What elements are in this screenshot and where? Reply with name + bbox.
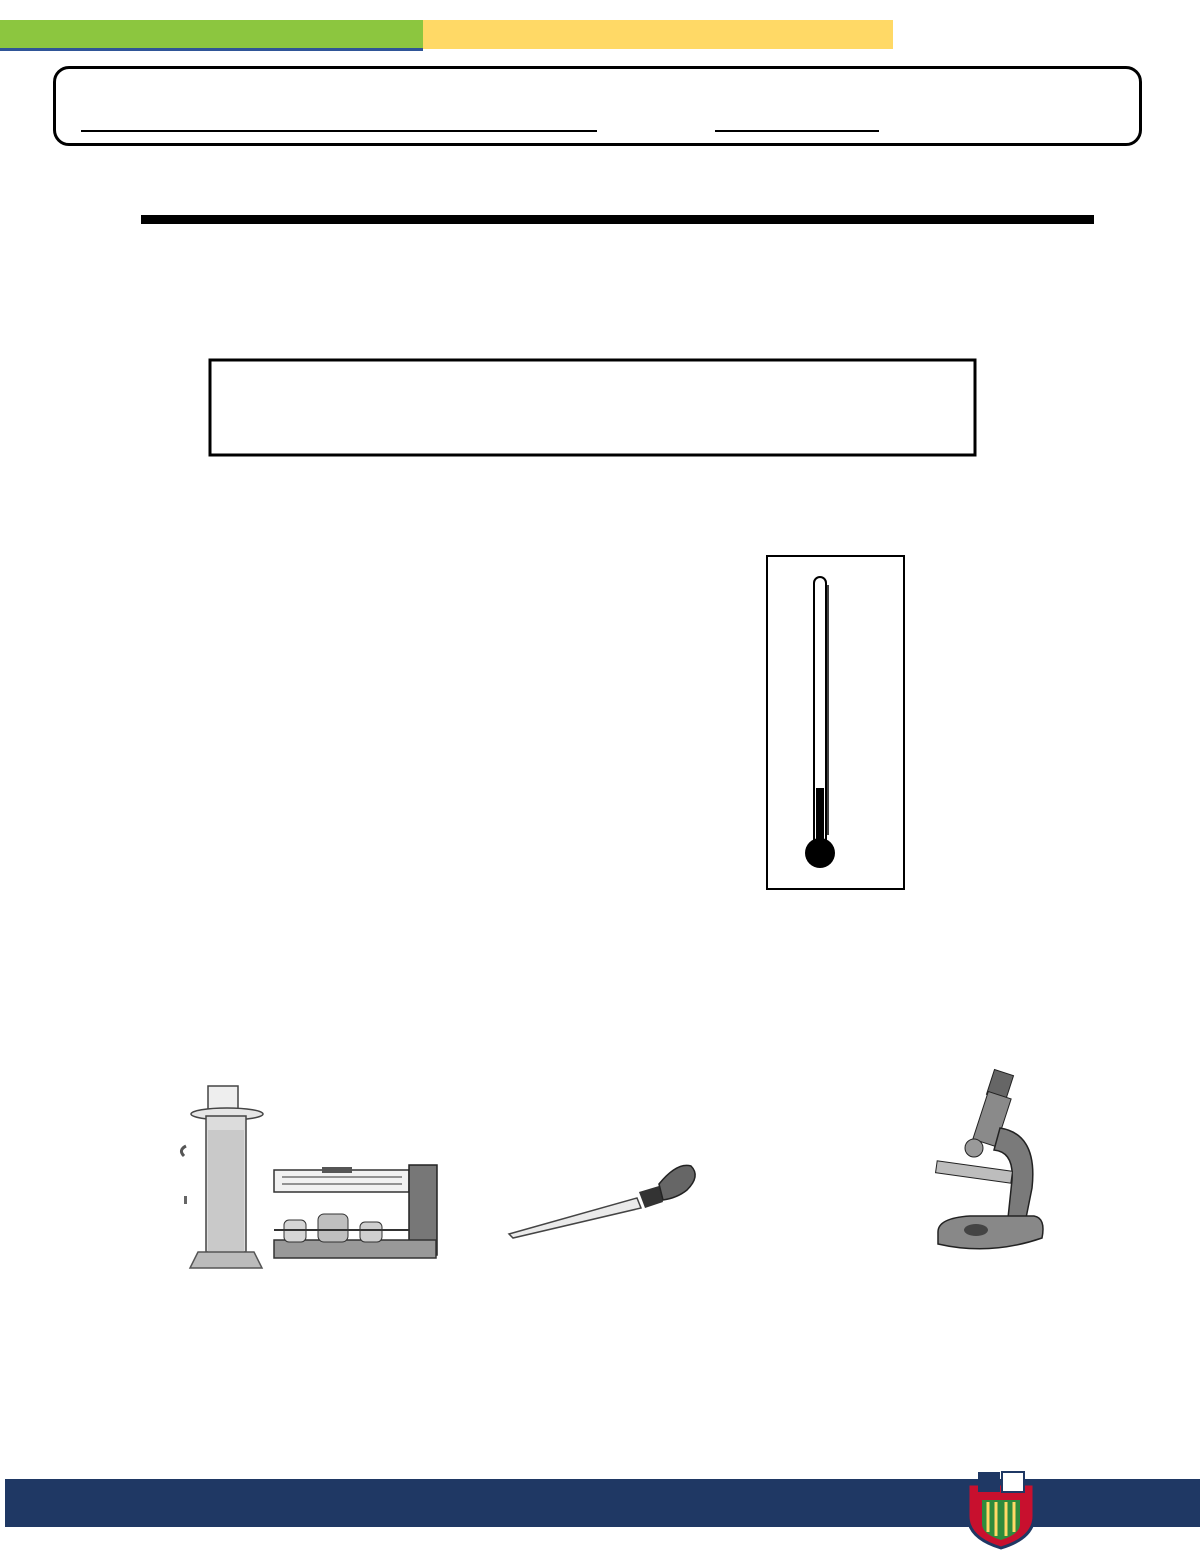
year-section-blank[interactable]	[715, 106, 879, 132]
school-seal-icon	[962, 1468, 1040, 1550]
name-blank[interactable]	[81, 106, 597, 132]
thermometer-figure	[766, 555, 906, 891]
triple-beam-balance-icon[interactable]	[272, 1160, 440, 1264]
header-yellow-bar	[423, 20, 893, 49]
microscope-icon[interactable]	[930, 1068, 1050, 1260]
thermometer-frame	[767, 556, 904, 889]
ruler-body	[210, 360, 975, 455]
thermometer-bulb	[805, 838, 835, 868]
graduated-cylinder-icon[interactable]	[172, 1084, 272, 1280]
header-green-bar	[0, 20, 423, 50]
dropper-icon[interactable]	[505, 1158, 700, 1242]
header-blue-underline	[0, 48, 423, 51]
name-field[interactable]	[73, 106, 597, 132]
year-section-field[interactable]	[707, 106, 879, 132]
metric-ruler-figure	[0, 295, 1200, 465]
title-rule	[141, 215, 1094, 224]
